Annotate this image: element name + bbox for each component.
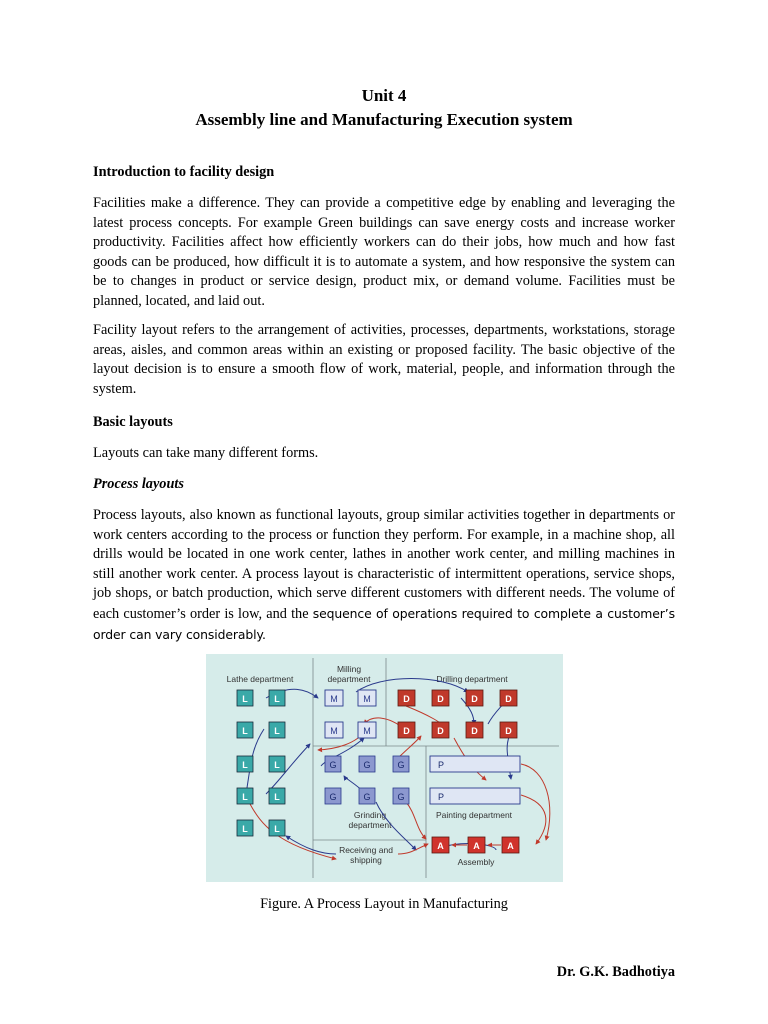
paragraph-facilities: Facilities make a difference. They can provide a competitive edge by enabling and leveraging the latest process concepts. For example Green buildings can save energy costs and increase worker productivity. Facilities affect how efficiently workers can do their jobs, how much and how fast goods can be produced, how difficult it is to automate a system, and how responsive the system can be to changes in product or service design, product mix, or demand volume. Facilities must be planned, located, and laid out. [93,195,675,309]
svg-text:A: A [473,841,480,851]
label-grinding-1: Grinding [353,810,387,820]
label-assembly: Assembly [457,857,495,867]
author-name: Dr. G.K. Badhotiya [556,964,675,980]
svg-text:L: L [274,792,280,802]
lathe-machine [237,756,253,772]
section-heading-process-layouts: Process layouts [93,476,184,492]
svg-text:L: L [242,726,248,736]
milling-machine [358,722,376,738]
grinding-machine [393,788,409,804]
svg-text:L: L [242,760,248,770]
lathe-machine [237,690,253,706]
label-drilling: Drilling department [436,674,508,684]
painting-line [430,756,520,772]
figure-caption: Figure. A Process Layout in Manufacturing [260,896,508,912]
svg-text:G: G [363,792,371,802]
label-grinding-2: department [348,820,392,830]
lathe-machine [269,722,285,738]
drilling-machine [466,690,483,706]
svg-text:L: L [274,726,280,736]
label-receiving-2: shipping [350,855,382,865]
svg-text:M: M [330,726,338,736]
milling-machine [325,690,343,706]
svg-text:P: P [438,760,445,770]
svg-text:D: D [437,726,444,736]
unit-heading: Unit 4 [361,86,407,105]
svg-text:D: D [403,694,410,704]
grinding-machine [359,788,375,804]
svg-text:D: D [505,726,512,736]
svg-text:L: L [242,824,248,834]
drilling-machine [398,722,415,738]
paragraph-process-layouts-tail: sequence of operations required to complete a customer’s order can vary considerably. [93,605,675,642]
drilling-machine [500,690,517,706]
svg-text:M: M [363,694,371,704]
page-title: Assembly line and Manufacturing Execution system [195,110,573,129]
svg-text:G: G [397,760,405,770]
section-heading-intro: Introduction to facility design [93,164,275,180]
drilling-machine [398,690,415,706]
svg-text:D: D [505,694,512,704]
svg-text:L: L [242,792,248,802]
svg-text:M: M [330,694,338,704]
lathe-machine [269,690,285,706]
svg-text:P: P [438,792,445,802]
drilling-machine [432,690,449,706]
svg-text:A: A [437,841,444,851]
painting-line [430,788,520,804]
lathe-machine [237,820,253,836]
assembly-station [468,837,485,853]
paragraph-process-layouts-main: Process layouts, also known as functional layouts, group similar activities together in departments or work centers according to the process or function they perform. For example, in a machine shop, all drills would be located in one work center, lathes in another work center, and milling machines in still another work center. A process layout is characteristic of intermittent operations, service shops, job shops, or batch production, which serve different customers with different needs. The volume of each customer’s order is low, and the [93,507,675,622]
grinding-machine [325,756,341,772]
paragraph-layout-forms: Layouts can take many different forms. [93,445,319,461]
label-lathe: Lathe department [226,674,294,684]
svg-text:G: G [329,760,337,770]
svg-text:D: D [471,694,478,704]
label-receiving-1: Receiving and [339,845,393,855]
lathe-machine [237,788,253,804]
lathe-machine [269,756,285,772]
lathe-machine [269,788,285,804]
svg-text:L: L [274,760,280,770]
svg-text:D: D [471,726,478,736]
grinding-machine [359,756,375,772]
lathe-machine [269,820,285,836]
label-painting: Painting department [435,810,513,820]
svg-text:L: L [274,824,280,834]
milling-machine [325,722,343,738]
assembly-station [432,837,449,853]
milling-machine [358,690,376,706]
grinding-machine [393,756,409,772]
svg-text:A: A [507,841,514,851]
grinding-machine [325,788,341,804]
svg-text:M: M [363,726,371,736]
svg-text:D: D [403,726,410,736]
svg-text:L: L [274,694,280,704]
drilling-machine [500,722,517,738]
label-milling-2: department [327,674,371,684]
label-milling-1: Milling [336,664,362,674]
process-layout-diagram [206,654,563,882]
svg-text:G: G [329,792,337,802]
assembly-station [502,837,519,853]
svg-text:G: G [397,792,405,802]
lathe-machine [237,722,253,738]
section-heading-basic-layouts: Basic layouts [93,414,173,430]
assembly-stations [432,837,519,853]
drilling-machine [432,722,449,738]
paragraph-facility-layout: Facility layout refers to the arrangement of activities, processes, departments, workstations, storage areas, aisles, and common areas within an existing or proposed facility. The basic objective of the layout decision is to ensure a smooth flow of work, material, people, and information through the system. [93,322,675,397]
svg-text:L: L [242,694,248,704]
process-layout-figure [206,654,563,882]
paragraph-process-layouts [93,506,675,645]
svg-text:G: G [363,760,371,770]
drilling-machine [466,722,483,738]
svg-text:D: D [437,694,444,704]
